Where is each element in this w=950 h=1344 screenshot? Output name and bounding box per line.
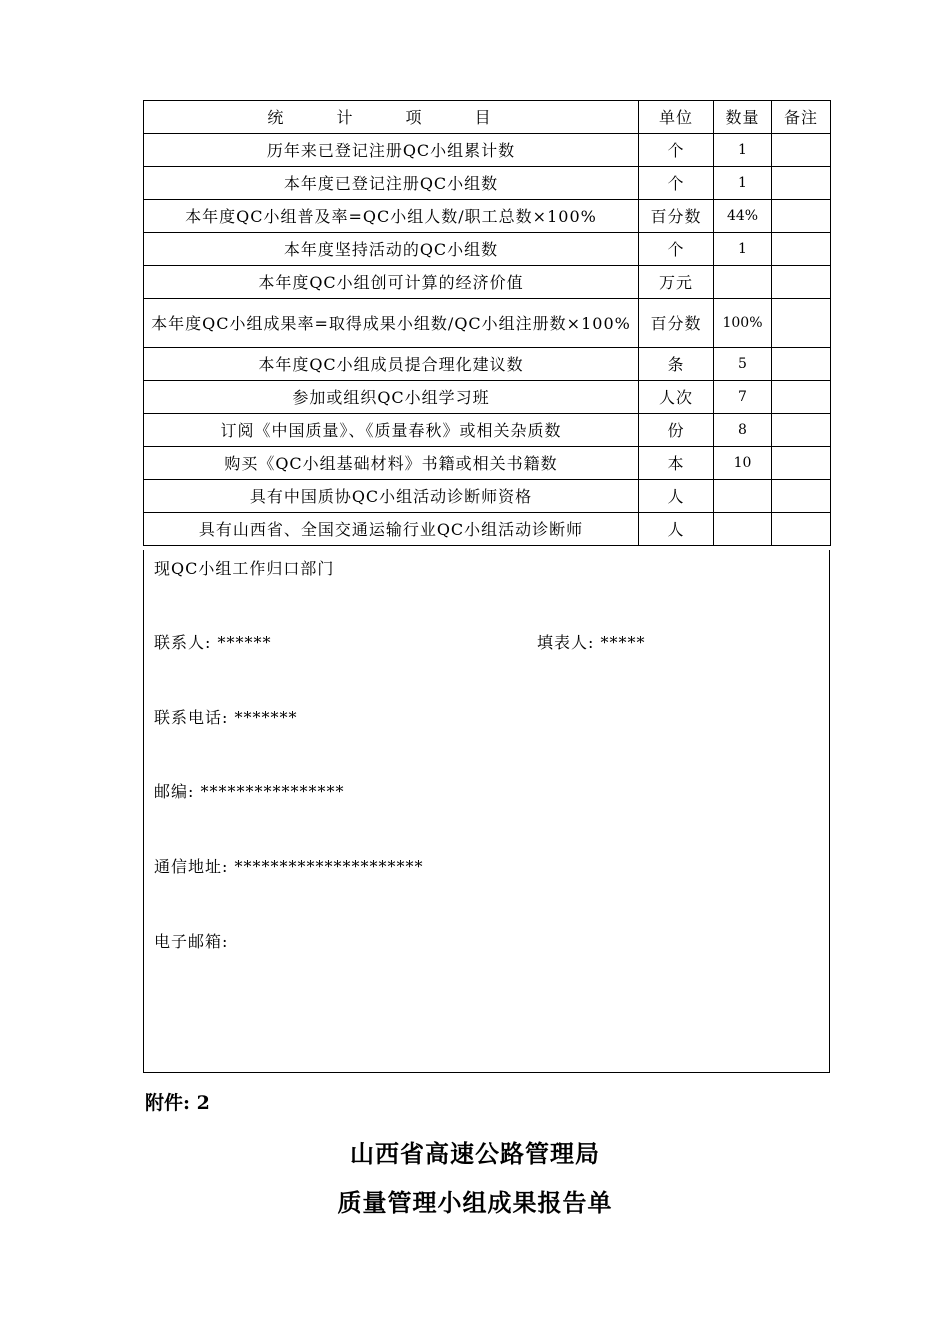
table-row (144, 233, 831, 266)
address-label: 通信地址: ********************* (154, 857, 424, 876)
row-unit: 人 (639, 513, 714, 546)
row-unit: 百分数 (639, 299, 714, 348)
row-qty: 10 (714, 447, 772, 480)
row-item: 本年度已登记注册QC小组数 (144, 167, 639, 200)
row-unit: 人 (639, 480, 714, 513)
row-unit: 本 (639, 447, 714, 480)
dept-label: 现QC小组工作归口部门 (154, 559, 335, 578)
row-qty (714, 513, 772, 546)
row-item: 参加或组织QC小组学习班 (144, 381, 639, 414)
table-row (144, 167, 831, 200)
row-note (772, 513, 831, 546)
row-note (772, 348, 831, 381)
row-item: 购买《QC小组基础材料》书籍或相关书籍数 (144, 447, 639, 480)
table-row (144, 134, 831, 167)
table-row (144, 513, 831, 546)
row-note (772, 266, 831, 299)
header-item: 统 计 项 目 (144, 101, 639, 134)
table-header-row (144, 101, 831, 134)
row-qty: 5 (714, 348, 772, 381)
row-unit: 条 (639, 348, 714, 381)
table-row (144, 447, 831, 480)
row-qty: 1 (714, 233, 772, 266)
row-qty: 8 (714, 414, 772, 447)
doc-title: 山西省高速公路管理局 (350, 1139, 600, 1168)
doc-subtitle: 质量管理小组成果报告单 (337, 1188, 613, 1217)
table-row (144, 348, 831, 381)
row-note (772, 167, 831, 200)
table-row (144, 480, 831, 513)
row-item: 本年度QC小组普及率=QC小组人数/职工总数×100% (144, 200, 639, 233)
row-qty: 100% (714, 299, 772, 348)
row-item: 历年来已登记注册QC小组累计数 (144, 134, 639, 167)
row-unit: 份 (639, 414, 714, 447)
row-unit: 个 (639, 167, 714, 200)
row-note (772, 381, 831, 414)
row-unit: 个 (639, 233, 714, 266)
table-row (144, 200, 831, 233)
filler-label: 填表人: ***** (537, 633, 646, 652)
row-qty (714, 266, 772, 299)
row-qty: 44% (714, 200, 772, 233)
row-item: 订阅《中国质量》、《质量春秋》或相关杂质数 (144, 414, 639, 447)
postcode-label: 邮编: **************** (154, 782, 345, 801)
row-unit: 万元 (639, 266, 714, 299)
table-row (144, 381, 831, 414)
row-note (772, 299, 831, 348)
row-qty (714, 480, 772, 513)
contact-info-section (143, 550, 830, 1073)
row-unit: 个 (639, 134, 714, 167)
row-item: 具有中国质协QC小组活动诊断师资格 (144, 480, 639, 513)
phone-label: 联系电话: ******* (154, 708, 298, 727)
attachment-label: 附件: 2 (145, 1092, 210, 1114)
statistics-table (143, 100, 831, 546)
row-note (772, 233, 831, 266)
row-note (772, 134, 831, 167)
email-label: 电子邮箱: (154, 932, 229, 951)
row-note (772, 480, 831, 513)
table-row (144, 299, 831, 348)
row-note (772, 447, 831, 480)
contact-person-label: 联系人: ****** (154, 633, 272, 652)
row-note (772, 200, 831, 233)
row-qty: 7 (714, 381, 772, 414)
row-item: 具有山西省、全国交通运输行业QC小组活动诊断师 (144, 513, 639, 546)
row-item: 本年度坚持活动的QC小组数 (144, 233, 639, 266)
row-note (772, 414, 831, 447)
row-qty: 1 (714, 167, 772, 200)
table-row (144, 414, 831, 447)
header-unit: 单位 (639, 101, 714, 134)
header-qty: 数量 (714, 101, 772, 134)
row-qty: 1 (714, 134, 772, 167)
row-unit: 百分数 (639, 200, 714, 233)
row-item: 本年度QC小组成员提合理化建议数 (144, 348, 639, 381)
row-item: 本年度QC小组成果率=取得成果小组数/QC小组注册数×100% (144, 299, 639, 348)
row-unit: 人次 (639, 381, 714, 414)
row-item: 本年度QC小组创可计算的经济价值 (144, 266, 639, 299)
header-note: 备注 (772, 101, 831, 134)
table-row (144, 266, 831, 299)
